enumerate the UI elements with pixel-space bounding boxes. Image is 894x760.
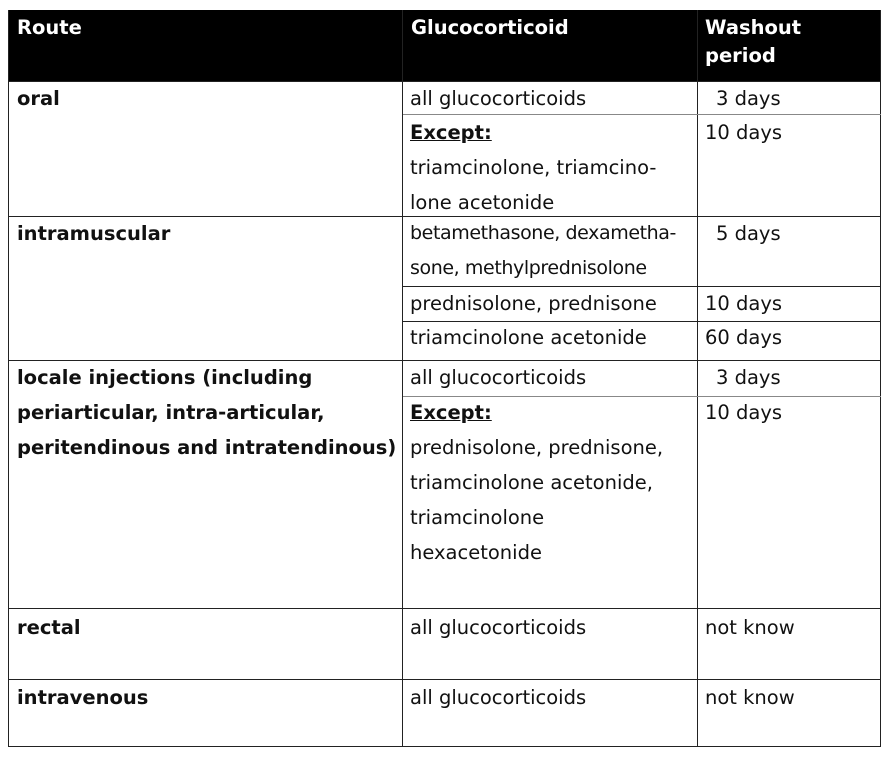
intramuscular-drug-1-line2: sone, methylprednisolone [410,257,647,279]
oral-drug-1: all glucocorticoids [410,87,587,110]
intramuscular-drug-2: prednisolone, prednisone [410,292,657,315]
row-divider-rectal-top [8,608,881,609]
route-intramuscular: intramuscular [17,222,171,245]
route-oral: oral [17,87,60,110]
column-divider-2 [697,10,698,747]
locale-drug-1: all glucocorticoids [410,366,587,389]
route-locale-line2: periarticular, intra-articular, [17,401,325,424]
route-locale-line1: locale injections (including [17,366,313,389]
locale-drug-2-line4: hexacetonide [410,541,542,564]
table-border-left [8,10,9,747]
table-border-bottom [8,746,881,747]
oral-except-label: Except: [410,121,492,144]
row-divider-intramuscular-top [8,216,881,217]
rectal-washout: not know [705,616,795,639]
intravenous-drug: all glucocorticoids [410,686,587,709]
locale-except-label: Except: [410,401,492,424]
locale-washout-2: 10 days [705,401,783,424]
route-locale-line3: peritendinous and intratendinous) [17,436,397,459]
row-divider-locale-top [8,360,881,361]
oral-washout-2: 10 days [705,121,783,144]
column-divider-1 [402,10,403,747]
intramuscular-washout-2: 10 days [705,292,783,315]
header-washout [698,10,881,81]
intravenous-washout: not know [705,686,795,709]
route-rectal: rectal [17,616,81,639]
locale-drug-2-line1: prednisolone, prednisone, [410,436,664,459]
locale-washout-1: 3 days [716,366,781,389]
route-locale-injections [17,360,396,465]
oral-drug-2-line2: lone acetonide [410,191,555,214]
intramuscular-washout-3: 60 days [705,326,783,349]
oral-washout-1: 3 days [716,87,781,110]
locale-drug-2-line2: triamcinolone acetonide, [410,471,653,494]
row-divider-intramuscular-sub2 [403,321,881,322]
oral-drug-2-line1: triamcinolone, triamcino- [410,156,657,179]
row-divider-intravenous-top [8,679,881,680]
rectal-drug: all glucocorticoids [410,616,587,639]
intramuscular-drug-1-line1: betamethasone, dexametha- [410,222,677,244]
header-washout-line1: Washout [705,16,802,39]
row-divider-locale-sub [403,396,881,397]
locale-drug-2-line3: triamcinolone [410,506,545,529]
washout-table [8,10,881,747]
route-intravenous: intravenous [17,686,149,709]
intramuscular-drug-1 [410,216,676,286]
intramuscular-washout-1: 5 days [716,222,781,245]
header-route [8,10,402,81]
oral-drug-2 [410,115,656,220]
row-divider-oral-sub [403,114,881,115]
header-washout-line2: period [705,44,776,67]
row-divider-oral-top [8,81,881,82]
row-divider-intramuscular-sub1 [403,286,881,287]
header-glucocorticoid-label: Glucocorticoid [411,16,569,39]
header-route-label: Route [17,16,82,39]
locale-drug-2 [410,395,663,570]
table-border-right [880,10,881,747]
intramuscular-drug-3: triamcinolone acetonide [410,326,647,349]
header-glucocorticoid [403,10,697,81]
